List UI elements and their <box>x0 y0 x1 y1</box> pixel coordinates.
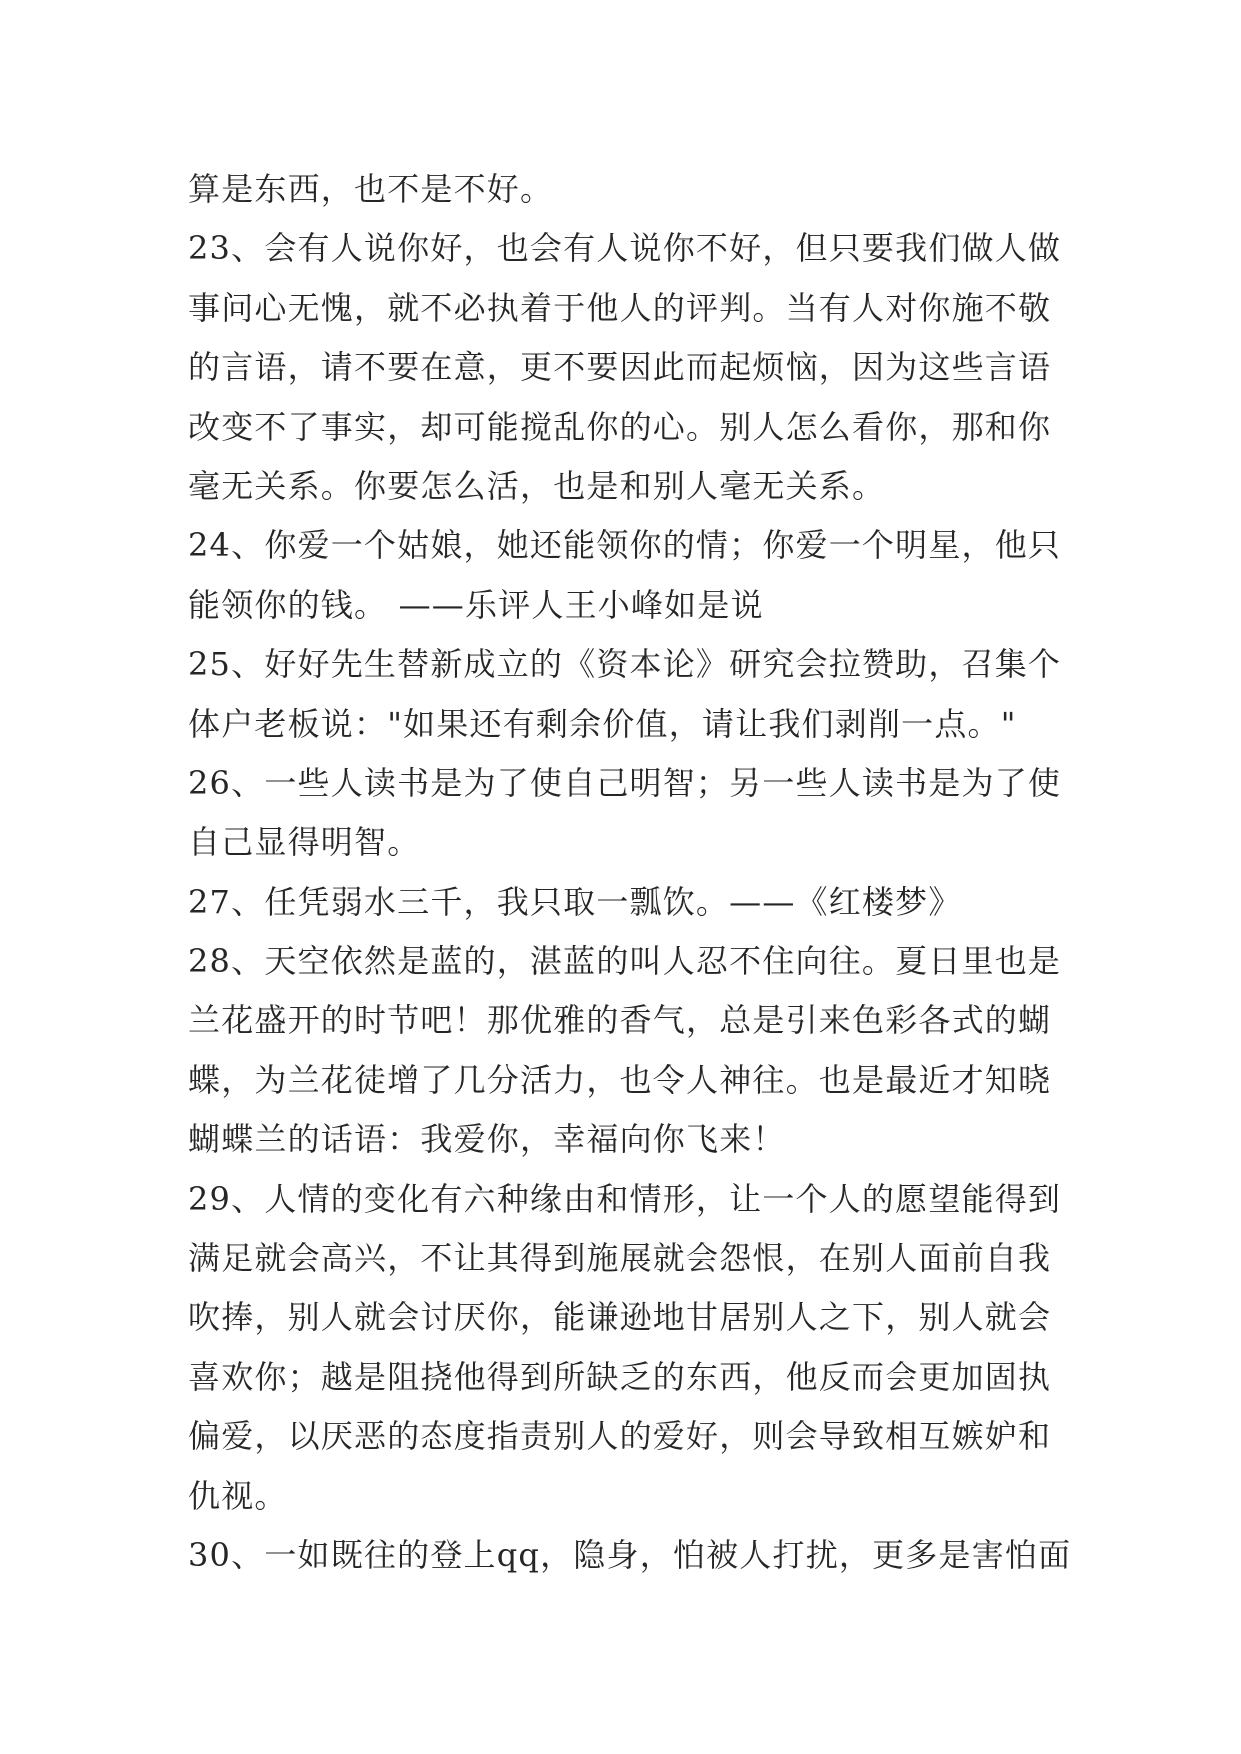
text-line: 28、天空依然是蓝的，湛蓝的叫人忍不住向往。夏日里也是 <box>188 942 1062 981</box>
text-line: 吹捧，别人就会讨厌你，能谦逊地甘居别人之下，别人就会 <box>188 1298 1052 1337</box>
text-line: 满足就会高兴，不让其得到施展就会怨恨，在别人面前自我 <box>188 1239 1052 1278</box>
text-line: 24、你爱一个姑娘，她还能领你的情；你爱一个明星，他只 <box>188 526 1062 565</box>
text-line: 23、会有人说你好，也会有人说你不好，但只要我们做人做 <box>188 229 1062 268</box>
text-line: 27、任凭弱水三千，我只取一瓢饮。——《红楼梦》 <box>188 882 962 921</box>
text-line: 蝶，为兰花徒增了几分活力，也令人神往。也是最近才知晓 <box>188 1060 1052 1099</box>
text-line: 喜欢你；越是阻挠他得到所缺乏的东西，他反而会更加固执 <box>188 1357 1052 1396</box>
text-line: 26、一些人读书是为了使自己明智；另一些人读书是为了使 <box>188 763 1062 802</box>
text-line: 蝴蝶兰的话语：我爱你，幸福向你飞来！ <box>188 1120 786 1159</box>
text-line: 事问心无愧，就不必执着于他人的评判。当有人对你施不敬 <box>188 288 1052 327</box>
text-line: 毫无关系。你要怎么活，也是和别人毫无关系。 <box>188 466 886 505</box>
text-line: 25、好好先生替新成立的《资本论》研究会拉赞助，召集个 <box>188 645 1062 684</box>
document-body <box>188 160 1072 1585</box>
text-line: 29、人情的变化有六种缘由和情形，让一个人的愿望能得到 <box>188 1179 1062 1218</box>
text-line: 算是东西，也不是不好。 <box>188 170 554 208</box>
text-line: 体户老板说："如果还有剩余价值，请让我们剥削一点。" <box>188 704 1017 743</box>
text-line: 兰花盛开的时节吧！那优雅的香气，总是引来色彩各式的蝴 <box>188 1001 1052 1040</box>
text-line: 偏爱，以厌恶的态度指责别人的爱好，则会导致相互嫉妒和 <box>188 1417 1052 1456</box>
text-line: 能领你的钱。 ——乐评人王小峰如是说 <box>188 585 764 624</box>
text-line: 改变不了事实，却可能搅乱你的心。别人怎么看你，那和你 <box>188 407 1052 446</box>
text-line: 自己显得明智。 <box>188 823 421 862</box>
text-line: 仇视。 <box>188 1476 288 1515</box>
text-line: 30、一如既往的登上qq，隐身，怕被人打扰，更多是害怕面 <box>188 1535 1072 1574</box>
text-line: 的言语，请不要在意，更不要因此而起烦恼，因为这些言语 <box>188 348 1052 387</box>
